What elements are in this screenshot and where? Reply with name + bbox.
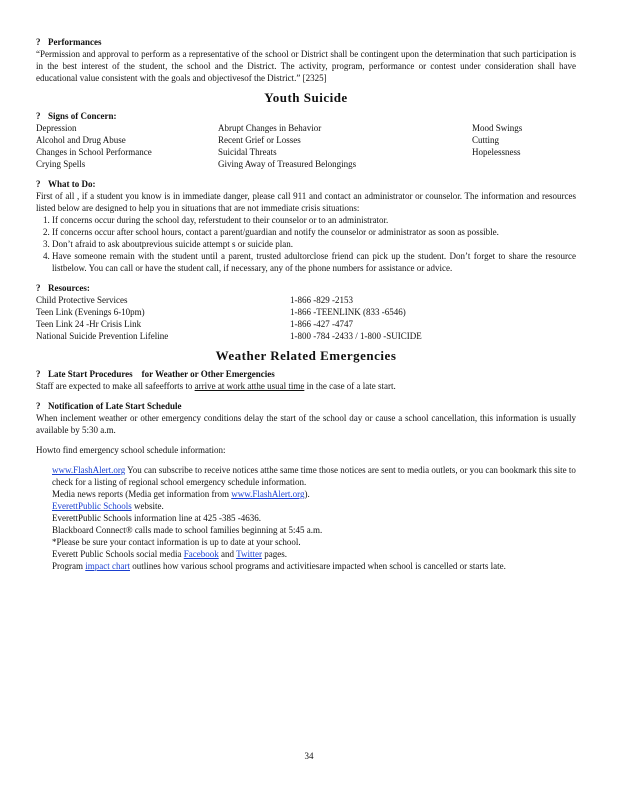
- signs-column-3: [472, 122, 576, 170]
- resource-name: Teen Link (Evenings 6-10pm): [36, 307, 145, 317]
- resources-table: [36, 294, 576, 342]
- sign-item: Cutting: [472, 135, 500, 145]
- sign-item: Giving Away of Treasured Belongings: [218, 159, 357, 169]
- performances-text: “Permission and approval to perform as a representative of the school or District shall be contingent upon the determination that such participation is in the best interest of the student, the school and the District. The activity, program, performance or contest under consideration shall have educational value consistent with the goals and objectivesof the District.” [2325]: [36, 49, 576, 83]
- late-start-heading: ? Late Start Procedures for Weather or Other Emergencies: [36, 369, 275, 379]
- heading-marker: ?: [36, 111, 41, 121]
- resources-heading: ? Resources:: [36, 283, 90, 293]
- district-website-link[interactable]: EverettPublic Schools: [52, 501, 132, 511]
- youth-suicide-title: Youth Suicide: [264, 90, 348, 105]
- sign-item: Changes in School Performance: [36, 147, 152, 157]
- list-item: Everett Public Schools social media Facebook and Twitter pages.: [52, 549, 287, 559]
- what-to-do-intro: First of all , if a student you know is in immediate danger, please call 911 and contact an administrator or counselor. The information and resources listed below are designed to help you in situations that are not immediate crisis situations:: [36, 191, 576, 213]
- signs-heading: ? Signs of Concern:: [36, 111, 117, 121]
- list-item: EverettPublic Schools information line at 425 -385 -4636.: [52, 513, 261, 523]
- what-to-do-heading: ? What to Do:: [36, 179, 96, 189]
- sign-item: Suicidal Threats: [218, 147, 277, 157]
- sign-item: Abrupt Changes in Behavior: [218, 123, 322, 133]
- list-item: Program impact chart outlines how various school programs and activitiesare impacted when school is cancelled or starts late.: [52, 561, 506, 571]
- schedule-sources-list: [36, 464, 576, 572]
- sign-item: Alcohol and Drug Abuse: [36, 135, 126, 145]
- late-start-text: Staff are expected to make all safeefforts to arrive at work atthe usual time in the case of a late start.: [36, 381, 396, 391]
- heading-marker: ?: [36, 401, 41, 411]
- list-item: www.FlashAlert.org You can subscribe to receive notices atthe same time those notices are sent to media outlets, or you can bookmark this site to check for a listing of regional school emergency schedule information.: [52, 465, 576, 487]
- impact-chart-link[interactable]: impact chart: [85, 561, 130, 571]
- sign-item: Recent Grief or Losses: [218, 135, 301, 145]
- flashalert-link[interactable]: www.FlashAlert.org: [231, 489, 305, 499]
- signs-table: [36, 122, 576, 170]
- notification-heading: ? Notification of Late Start Schedule: [36, 401, 182, 411]
- facebook-link[interactable]: Facebook: [183, 549, 219, 559]
- performances-heading: ? Performances: [36, 37, 102, 47]
- resource-name: Teen Link 24 -Hr Crisis Link: [36, 319, 142, 329]
- twitter-link[interactable]: Twitter: [236, 549, 262, 559]
- sign-item: Crying Spells: [36, 159, 86, 169]
- resource-phone: 1-866 -829 -2153: [290, 295, 353, 305]
- resource-name: Child Protective Services: [36, 295, 128, 305]
- heading-marker: ?: [36, 283, 41, 293]
- notification-text: When inclement weather or other emergency conditions delay the start of the school day or cause a school cancellation, this information is usually available by 5:30 a.m.: [36, 413, 576, 435]
- list-item: Media news reports (Media get information from www.FlashAlert.org).: [52, 489, 310, 499]
- resource-phone: 1-866 -427 -4747: [290, 319, 353, 329]
- what-to-do-steps: [36, 214, 576, 274]
- weather-title: Weather Related Emergencies: [215, 348, 397, 363]
- step-item: 2. If concerns occur after school hours, contact a parent/guardian and notify the counselor or administrator as soon as possible.: [52, 226, 576, 238]
- heading-marker: ?: [36, 37, 41, 47]
- step-item: 4. Have someone remain with the student until a parent, trusted adultorclose friend can pick up the student. Don’t forget to share the resource listbelow. You can call or have the student call, if necessary, any of the phone numbers for assistance or advice.: [52, 250, 576, 274]
- sign-item: Hopelessness: [472, 147, 521, 157]
- contact-note: *Please be sure your contact information is up to date at your school.: [52, 537, 301, 547]
- flashalert-link[interactable]: www.FlashAlert.org: [52, 465, 126, 475]
- step-item: 3. Don’t afraid to ask aboutprevious suicide attempt s or suicide plan.: [52, 238, 576, 250]
- sign-item: Depression: [36, 123, 77, 133]
- signs-column-1: [36, 122, 218, 170]
- list-item: Blackboard Connect® calls made to school families beginning at 5:45 a.m. *Please be sure your contact information is up to date at your school.: [52, 525, 323, 547]
- step-item: 1. If concerns occur during the school day, referstudent to their counselor or to an administrator.: [52, 214, 576, 226]
- resource-phone: 1-800 -784 -2433 / 1-800 -SUICIDE: [290, 331, 422, 341]
- list-item: EverettPublic Schools website.: [52, 501, 164, 511]
- late-start-underlined: arrive at work atthe usual time: [194, 381, 305, 391]
- document-page: [36, 36, 576, 572]
- page-number: 34: [304, 751, 314, 761]
- heading-marker: ?: [36, 369, 41, 379]
- howto-text: Howto find emergency school schedule information:: [36, 445, 226, 455]
- signs-column-2: [218, 122, 472, 170]
- sign-item: Mood Swings: [472, 123, 523, 133]
- resource-name: National Suicide Prevention Lifeline: [36, 331, 169, 341]
- resource-phone: 1-866 -TEENLINK (833 -6546): [290, 307, 406, 317]
- heading-marker: ?: [36, 179, 41, 189]
